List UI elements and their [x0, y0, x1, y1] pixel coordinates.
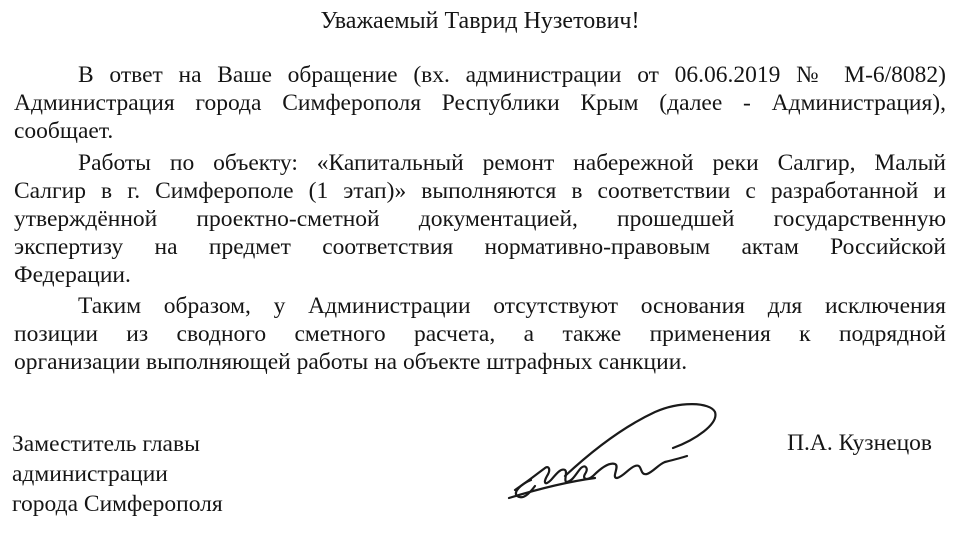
paragraph-3-line-3: организации выполняющей работы на объекте штрафных санкции.	[14, 349, 688, 375]
paragraph-3-line-2: позиции из сводного сметного расчета, а также применения к подрядной	[14, 321, 946, 347]
paragraph-2-line-4: экспертизу на предмет соответствия нормативно-правовым актам Российской	[14, 234, 946, 260]
salutation: Уважаемый Таврид Нузетович!	[320, 8, 640, 34]
signatory-position-line-3: города Симферополя	[12, 491, 223, 517]
signatory-name: П.А. Кузнецов	[787, 430, 932, 456]
paragraph-1-line-2: Администрация города Симферополя Республики Крым (далее - Администрация),	[14, 90, 946, 116]
paragraph-3-line-1: Таким образом, у Администрации отсутствуют основания для исключения	[78, 293, 946, 319]
paragraph-2-line-1: Работы по объекту: «Капитальный ремонт набережной реки Салгир, Малый	[78, 150, 946, 176]
paragraph-1-line-1: В ответ на Ваше обращение (вх. администрации от 06.06.2019 № М-6/8082)	[78, 62, 946, 88]
paragraph-2-line-5: Федерации.	[14, 262, 131, 288]
paragraph-1-line-3: сообщает.	[14, 118, 114, 144]
handwritten-signature-icon	[505, 398, 725, 508]
signatory-position-line-1: Заместитель главы	[12, 431, 200, 457]
paragraph-2-line-2: Салгир в г. Симферополе (1 этап)» выполняются в соответствии с разработанной и	[14, 178, 946, 204]
signatory-position-line-2: администрации	[12, 461, 168, 487]
paragraph-2-line-3: утверждённой проектно-сметной документацией, прошедшей государственную	[14, 206, 946, 232]
